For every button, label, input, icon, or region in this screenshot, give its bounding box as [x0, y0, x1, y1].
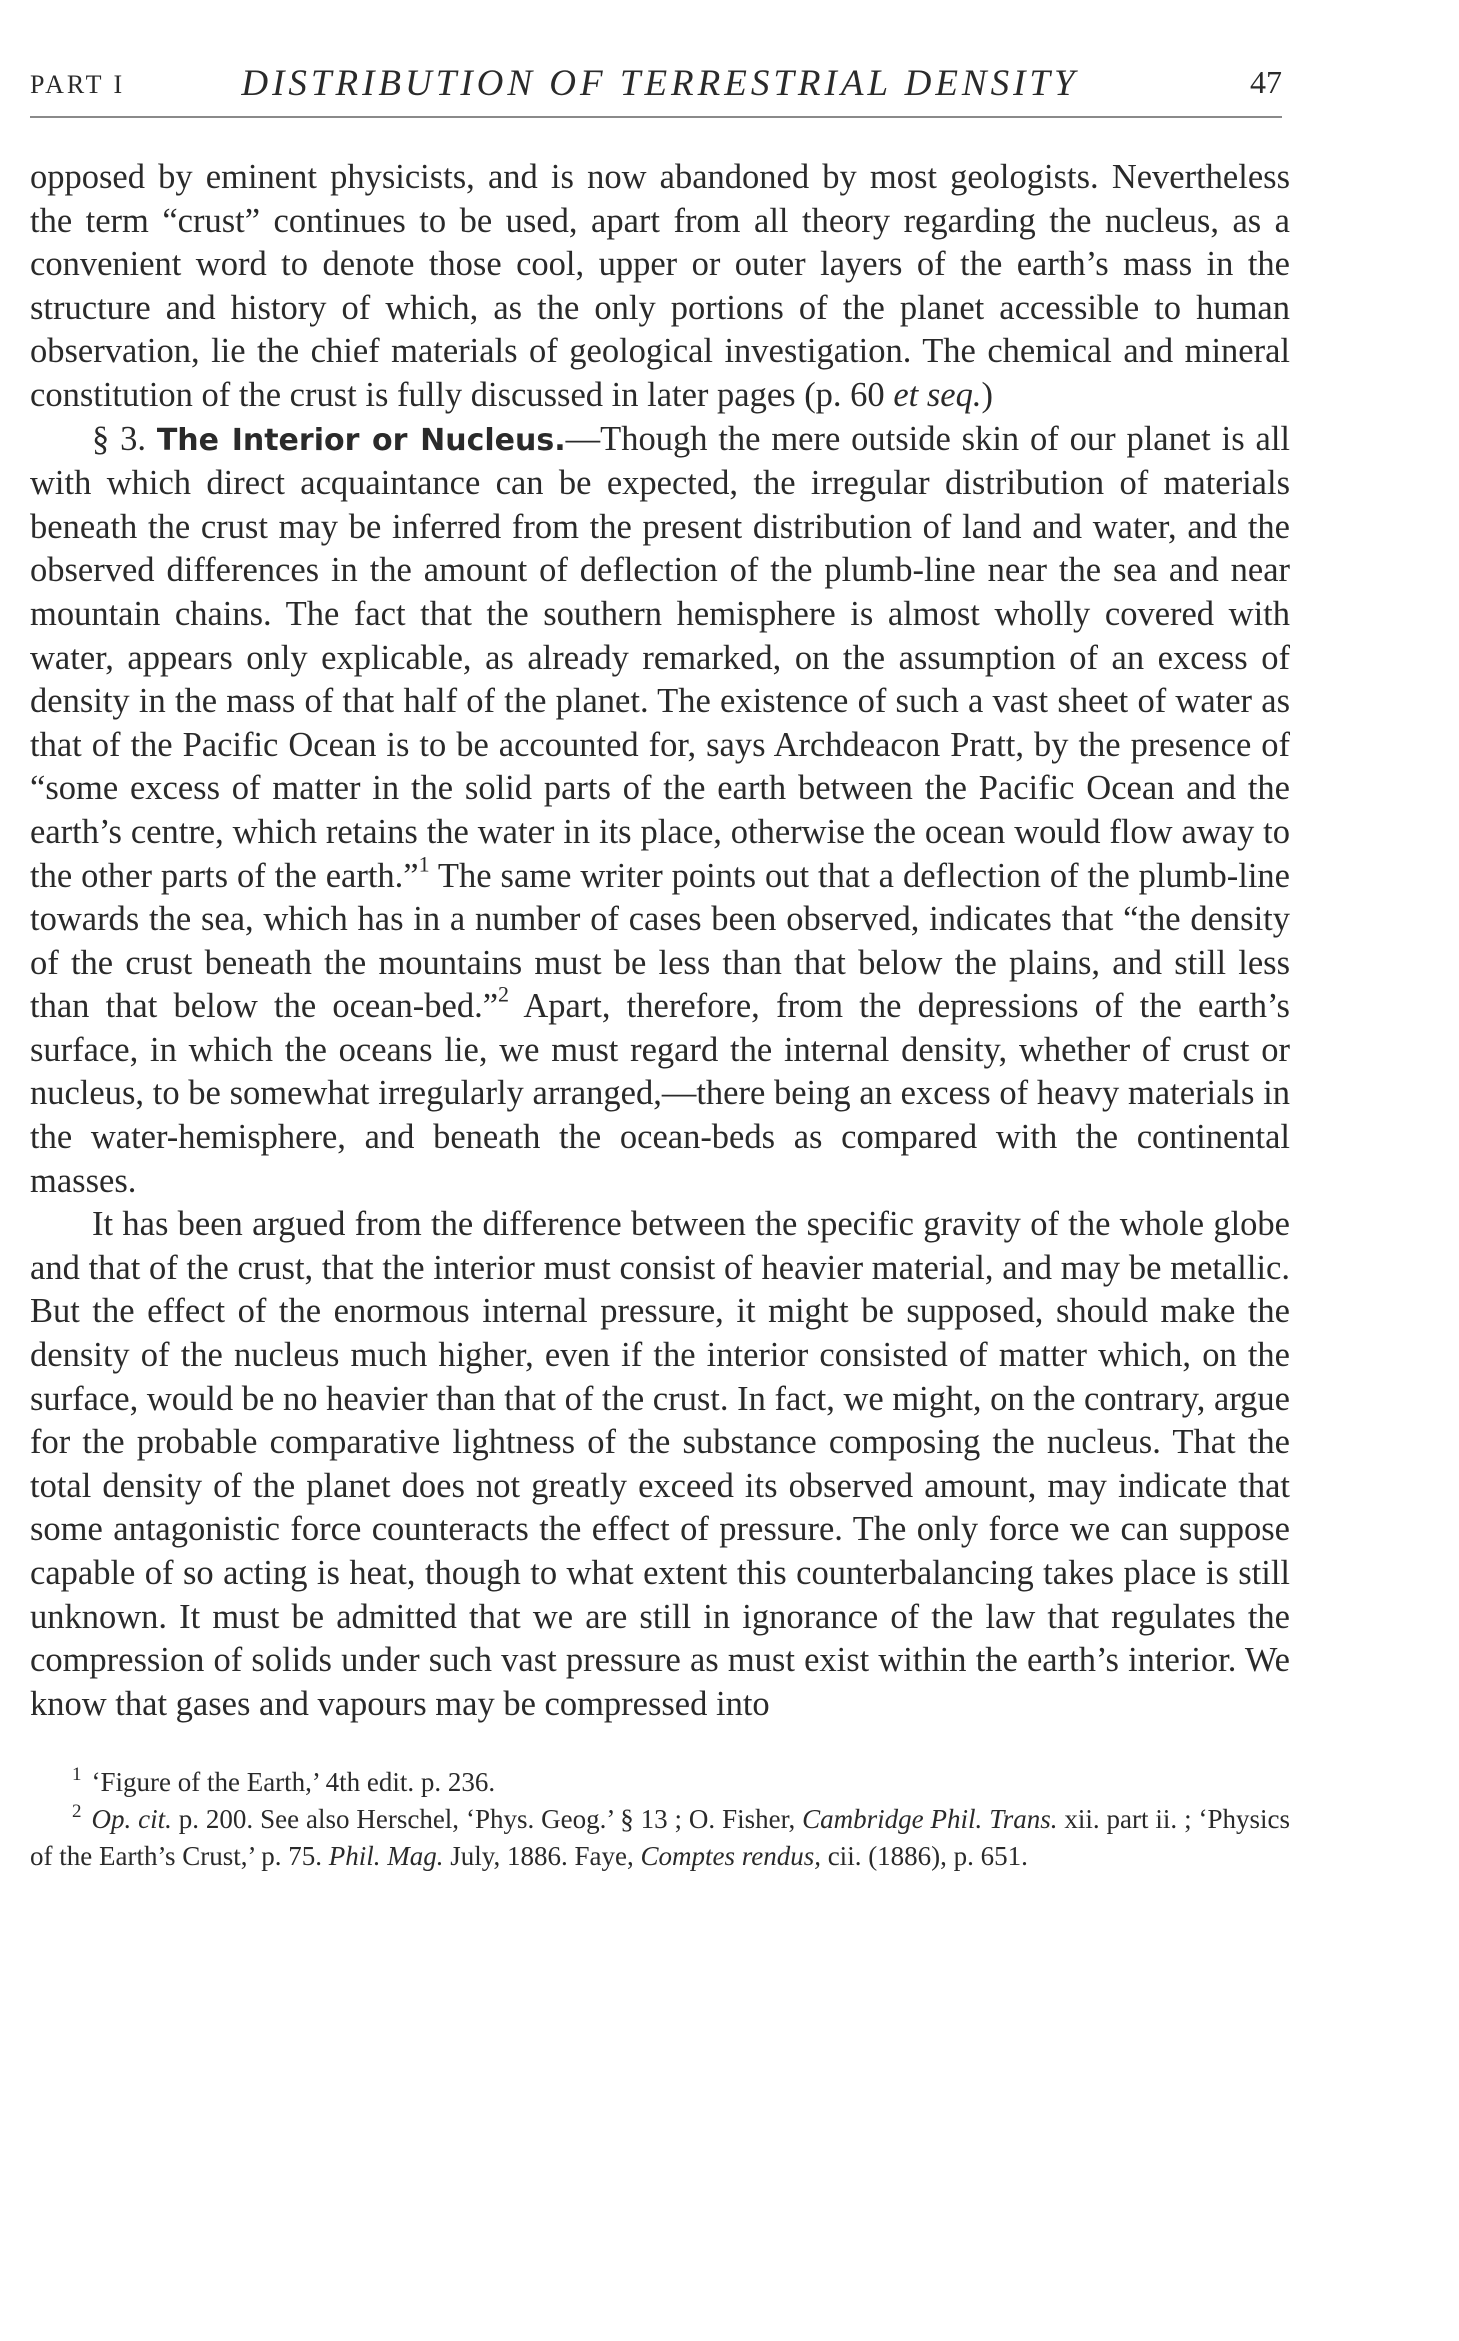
body-text	[30, 156, 1290, 1726]
section-heading: The Interior or Nucleus.	[156, 422, 566, 458]
paragraph	[30, 418, 1290, 1204]
book-page	[30, 60, 1290, 1875]
footnote-text: July, 1886. Faye,	[443, 1841, 641, 1872]
part-label: PART I	[30, 70, 126, 99]
footnote-number: 1	[72, 1763, 82, 1785]
footnotes	[30, 1764, 1290, 1875]
footnote	[30, 1801, 1290, 1875]
paragraph	[30, 156, 1290, 418]
footnote-italic: Cambridge Phil. Trans.	[802, 1804, 1058, 1835]
footnote-text: p. 200. See also Herschel, ‘Phys. Geog.’ § 13 ; O. Fisher,	[171, 1804, 803, 1835]
footnote-italic: Phil. Mag.	[328, 1841, 444, 1872]
paragraph-text: It has been argued from the difference between the specific gravity of the whole globe and that of the crust, that the interior must consist of heavier material, and may be metallic. But the effect of the enormous internal pressure, it might be supposed, should make the density of the nucleus much higher, even if the interior consisted of matter which, on the surface, would be no heavier than that of the crust. In fact, we might, on the contrary, argue for the probable comparative lightness of the substance composing the nucleus. That the total density of the planet does not greatly exceed its observed amount, may indicate that some antagonistic force counteracts the effect of pressure. The only force we can suppose capable of so acting is heat, though to what extent this counterbalancing takes place is still unknown. It must be admitted that we are still in ignorance of the law that regulates the compression of solids under such vast pressure as must exist within the earth’s interior. We know that gases and vapours may be compressed into	[30, 1205, 1290, 1723]
footnote-ref: 2	[498, 981, 510, 1007]
header-rule	[30, 116, 1282, 118]
footnote-text: cii. (1886), p. 651.	[820, 1841, 1028, 1872]
footnote-italic: Op. cit.	[91, 1804, 172, 1835]
footnote-text: xii. part ii. ; ‘Physics of the Earth’s Crust,’ p. 75.	[30, 1804, 1290, 1872]
italic-text: et seq.	[893, 375, 982, 414]
footnote-number: 2	[72, 1800, 82, 1822]
paragraph	[30, 1203, 1290, 1726]
footnote-italic: Comptes rendus,	[640, 1841, 821, 1872]
paragraph-text: —Though the mere outside skin of our planet is all with which direct acquaintance can be expected, the irregular distribution of materials beneath the crust may be inferred from the present distribution of land and water, and the observed differences in the amount of deflection of the plumb-line near the sea and near mountain chains. The fact that the southern hemisphere is almost wholly covered with water, appears only explicable, as already remarked, on the assumption of an excess of density in the mass of that half of the planet. The existence of such a vast sheet of water as that of the Pacific Ocean is to be accounted for, says Archdeacon Pratt, by the presence of “some excess of matter in the solid parts of the earth between the Pacific Ocean and the earth’s centre, which retains the water in its place, otherwise the ocean would flow away to the other parts of the earth.”	[30, 419, 1290, 895]
section-mark: § 3.	[92, 419, 146, 458]
paragraph-text: The same writer points out that a deflection of the plumb-line towards the sea, which has in a number of cases been observed, indicates that “the density of the crust beneath the mountains must be less than that below the plains, and still less than that below the ocean-bed.”	[30, 856, 1290, 1026]
footnote	[30, 1764, 1290, 1801]
running-head	[30, 60, 1290, 116]
paragraph-text: )	[981, 375, 993, 414]
paragraph-text: opposed by eminent physicists, and is now abandoned by most geologists. Nevertheless the term “crust” continues to be used, apart from all theory regarding the nucleus, as a convenient word to denote those cool, upper or outer layers of the earth’s mass in the structure and history of which, as the only portions of the planet accessible to human observation, lie the chief materials of geological investigation. The chemical and mineral constitution of the crust is fully discussed in later pages (p. 60	[30, 158, 1290, 414]
footnote-ref: 1	[418, 851, 430, 877]
page-number: 47	[1250, 64, 1282, 100]
footnote-text: ‘Figure of the Earth,’ 4th edit. p. 236.	[91, 1767, 496, 1798]
paragraph-text: Apart, therefore, from the depressions of the earth’s surface, in which the oceans lie, we must regard the internal density, whether of crust or nucleus, to be somewhat irregularly arranged,—there being an excess of heavy materials in the water-hemisphere, and beneath the ocean-beds as compared with the continental masses.	[30, 987, 1290, 1200]
running-title: DISTRIBUTION OF TERRESTRIAL DENSITY	[241, 63, 1079, 104]
